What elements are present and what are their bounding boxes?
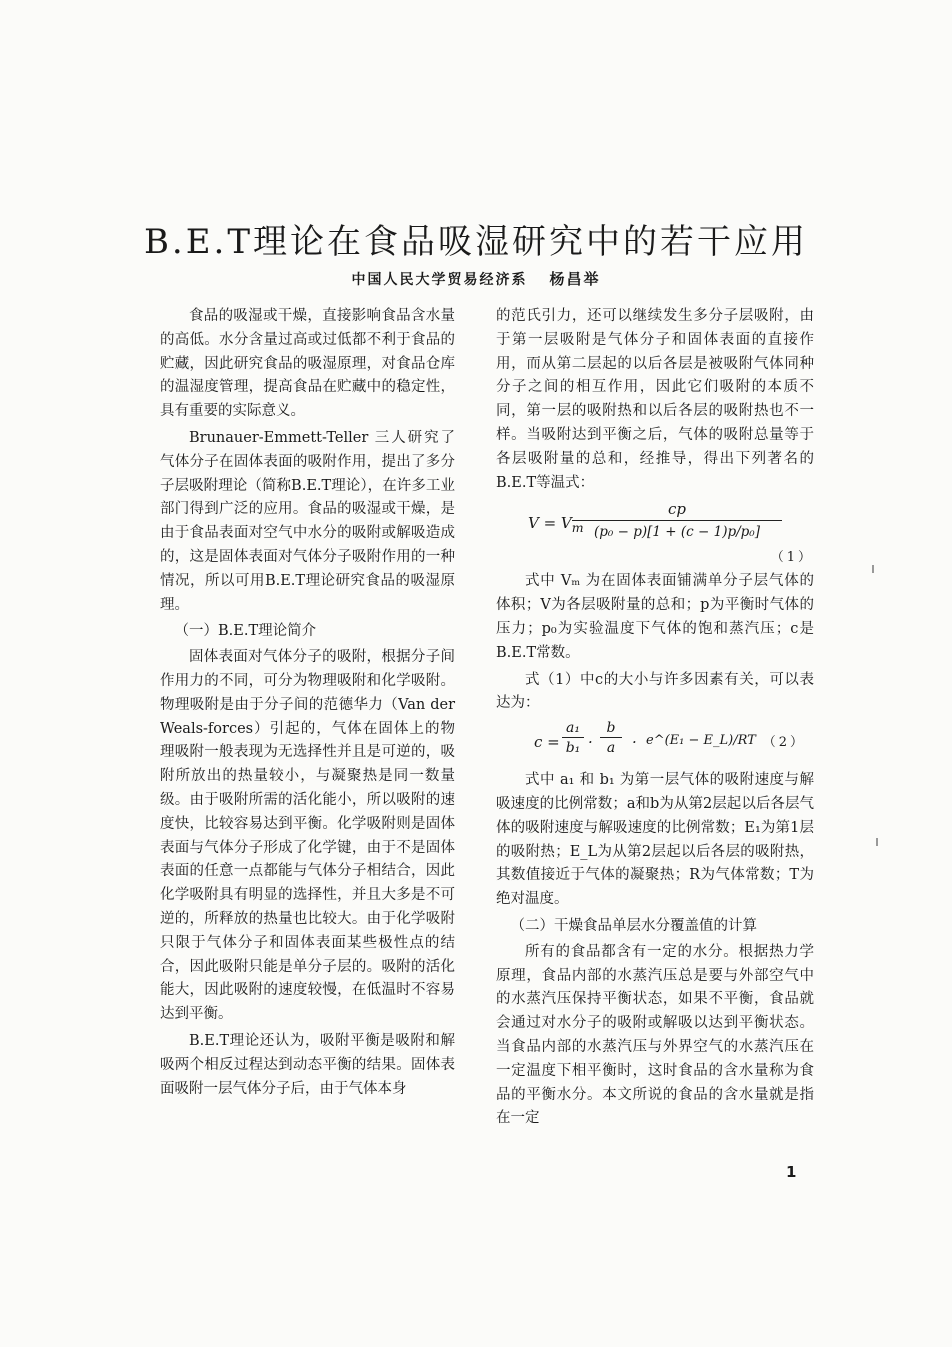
- equation-number: （2）: [762, 735, 806, 751]
- paragraph: Brunauer-Emmett-Teller 三人研究了气体分子在固体表面的吸附作用，提出了多分子层吸附理论（简称B.E.T理论），在许多工业部门得到广泛的应用。食品的吸湿或干燥，是由于食品表面对空气中水分的吸附或解吸造成的，这是固体表面对气体分子吸附作用的一种情况，所以可用B.E.T理论研究食品的吸湿原理。: [160, 429, 455, 613]
- numerator: cp: [572, 498, 782, 521]
- equation-fraction: [572, 498, 782, 543]
- paragraph: 食品的吸湿或干燥，直接影响食品含水量的高低。水分含量过高或过低都不利于食品的贮藏，因此研究食品的吸湿原理，对食品仓库的温湿度管理，提高食品在贮藏中的稳定性，具有重要的实际意义。: [160, 308, 455, 420]
- right-column: [496, 305, 814, 1134]
- affiliation: 中国人民大学贸易经济系: [351, 272, 528, 288]
- paragraph: 式（1）中c的大小与许多因素有关，可以表达为：: [496, 671, 814, 712]
- denominator: (p₀ − p)[1 + (c − 1)p/p₀]: [594, 524, 760, 541]
- paragraph: 固体表面对气体分子的吸附，根据分子间作用力的不同，可分为物理吸附和化学吸附。物理吸附是由于分子间的范德华力（Van der Weals-forces）引起的，气体在固体上的物理吸附一般表现为无选择性并且是可逆的，吸附所放出的热量较小，与凝聚热是同一数量级。由于吸附所需的活化能小，所以吸附的速度快，比较容易达到平衡。化学吸附则是固体表面与气体分子形成了化学键，由于不是固体表面的任意一点都能与气体分子相结合，因此化学吸附具有明显的选择性，并且大多是不可逆的，所释放的热量也比较大。由于化学吸附只限于气体分子和固体表面某些极性点的结合，因此吸附只能是单分子层的。吸附的活化能大，因此吸附的速度较慢，在低温时不容易达到平衡。: [160, 649, 455, 1023]
- fraction-a1-b1: a₁ b₁: [562, 719, 584, 758]
- section-heading: （一）B.E.T理论简介: [174, 623, 317, 640]
- left-column: [160, 305, 455, 1104]
- equation-lhs: c =: [534, 733, 560, 752]
- paragraph: 所有的食品都含有一定的水分。根据热力学原理，食品内部的水蒸汽压总是要与外部空气中的水蒸汽压保持平衡状态，如果不平衡，食品就会通过对水分子的吸附或解吸以达到平衡状态。当食品内部的水蒸汽压与外界空气的水蒸汽压在一定温度下相平衡时，这时食品的含水量称为食品的平衡水分。本文所说的食品的含水量就是指在一定: [496, 943, 814, 1127]
- equation-lhs: $V = V_m$: [528, 514, 584, 536]
- equation-number: （1）: [770, 550, 814, 566]
- equation-1: [496, 498, 814, 546]
- paragraph: 的范氏引力，还可以继续发生多分子层吸附，由于第一层吸附是气体分子和固体表面的直接作用，而从第二层起的以后各层是被吸附气体同种分子之间的相互作用，因此它们吸附的本质不同，第一层的吸附热和以后各层的吸附热也不一样。当吸附达到平衡之后，气体的吸附总量等于各层吸附量的总和，经推导，得出下列著名的B.E.T等温式：: [496, 308, 814, 491]
- exponential-term: e^(E₁ − E_L)/RT: [646, 733, 756, 749]
- scan-mark: [876, 838, 878, 846]
- paragraph: B.E.T理论还认为，吸附平衡是吸附和解吸两个相反过程达到动态平衡的结果。固体表面吸附一层气体分子后，由于气体本身: [160, 1032, 455, 1097]
- paragraph: 式中 Vₘ 为在固体表面铺满单分子层气体的体积；V为各层吸附量的总和；p为平衡时气体的压力；p₀为实验温度下气体的饱和蒸汽压；c是B.E.T常数。: [496, 573, 814, 661]
- scan-mark: [872, 565, 874, 573]
- byline: [0, 268, 952, 289]
- equation-2: c = a₁ b₁ · b a · e^(E₁ − E_L)/RT （2）: [534, 720, 806, 757]
- paper-title: B.E.T理论在食品吸湿研究中的若干应用: [143, 222, 809, 262]
- fraction-b-a: b a: [600, 719, 622, 758]
- paragraph: 式中 a₁ 和 b₁ 为第一层气体的吸附速度与解吸速度的比例常数；a和b为从第2层起以后各层气体的吸附速度与解吸速度的比例常数；E₁为第1层的吸附热；E_L为从第2层起以后各层的吸附热，其数值接近于气体的凝聚热；R为气体常数；T为绝对温度。: [496, 772, 814, 908]
- page-number: 1: [786, 1163, 797, 1181]
- section-heading: （二）干燥食品单层水分覆盖值的计算: [510, 917, 757, 934]
- author: 杨昌举: [549, 270, 601, 288]
